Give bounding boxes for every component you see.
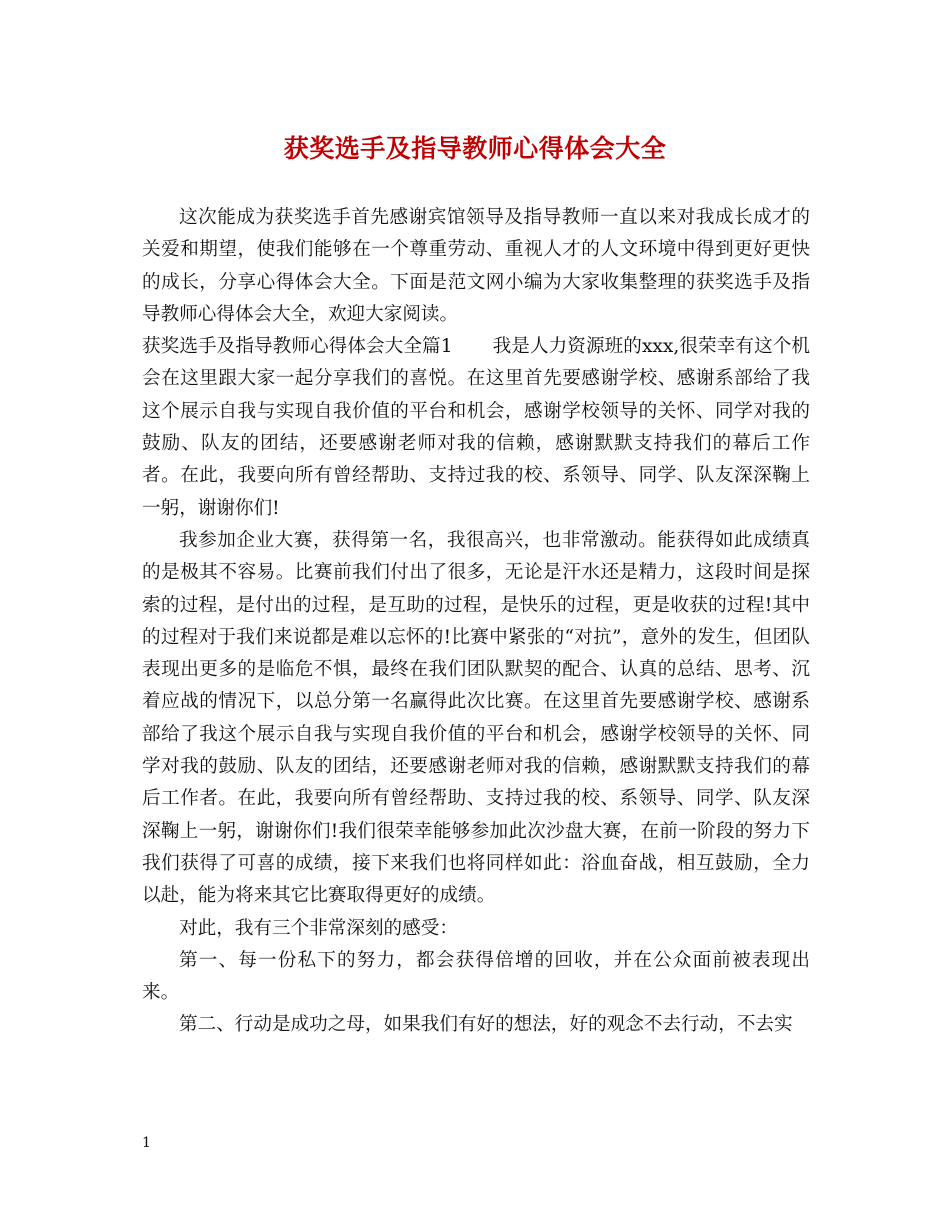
intro-paragraph: 这次能成为获奖选手首先感谢宾馆领导及指导教师一直以来对我成长成才的关爱和期望，使我们能够在一个尊重劳动、重视人才的人文环境中得到更好更快的成长，分享心得体会大全。下面是范文网小编为大家收集整理的获奖选手及指导教师心得体会大全，欢迎大家阅读。 bbox=[142, 207, 810, 325]
paragraph-first-feeling: 第一、每一份私下的努力，都会获得倍增的回收，并在公众面前被表现出来。 bbox=[142, 949, 810, 1004]
section-paragraph bbox=[142, 331, 810, 525]
paragraph-second-feeling: 第二、行动是成功之母，如果我们有好的想法，好的观念不去行动，不去实 bbox=[179, 1014, 793, 1036]
section-heading: 获奖选手及指导教师心得体会大全篇1 bbox=[142, 336, 453, 358]
document-body bbox=[142, 202, 810, 1042]
paragraph-feelings-intro: 对此，我有三个非常深刻的感受： bbox=[179, 917, 458, 939]
page-number: 1 bbox=[142, 1135, 151, 1151]
document-title: 获奖选手及指导教师心得体会大全 bbox=[283, 134, 667, 163]
paragraph-contest: 我参加企业大赛，获得第一名，我很高兴，也非常激动。能获得如此成绩真的是极其不容易。比赛前我们付出了很多，无论是汗水还是精力，这段时间是探索的过程，是付出的过程，是互助的过程，是快乐的过程，更是收获的过程!其中的过程对于我们来说都是难以忘怀的!比赛中紧张的“对抗”，意外的发生，但团队表现出更多的是临危不惧，最终在我们团队默契的配合、认真的总结、思考、沉着应战的情况下，以总分第一名赢得此次比赛。在这里首先要感谢学校、感谢系部给了我这个展示自我与实现自我价值的平台和机会，感谢学校领导的关怀、同学对我的鼓励、队友的团结，还要感谢老师对我的信赖，感谢默默支持我们的幕后工作者。在此，我要向所有曾经帮助、支持过我的校、系领导、同学、队友深深鞠上一躬，谢谢你们!我们很荣幸能够参加此次沙盘大赛，在前一阶段的努力下我们获得了可喜的成绩，接下来我们也将同样如此：浴血奋战，相互鼓励，全力以赴，能为将来其它比赛取得更好的成绩。 bbox=[142, 529, 810, 907]
section-first-text: 我是人力资源班的xxx,很荣幸有这个机会在这里跟大家一起分享我们的喜悦。在这里首先要感谢学校、感谢系部给了我这个展示自我与实现自我价值的平台和机会，感谢学校领导的关怀、同学对我的鼓励、队友的团结，还要感谢老师对我的信赖，感谢默默支持我们的幕后工作者。在此，我要向所有曾经帮助、支持过我的校、系领导、同学、队友深深鞠上一躬，谢谢你们! bbox=[142, 336, 810, 519]
